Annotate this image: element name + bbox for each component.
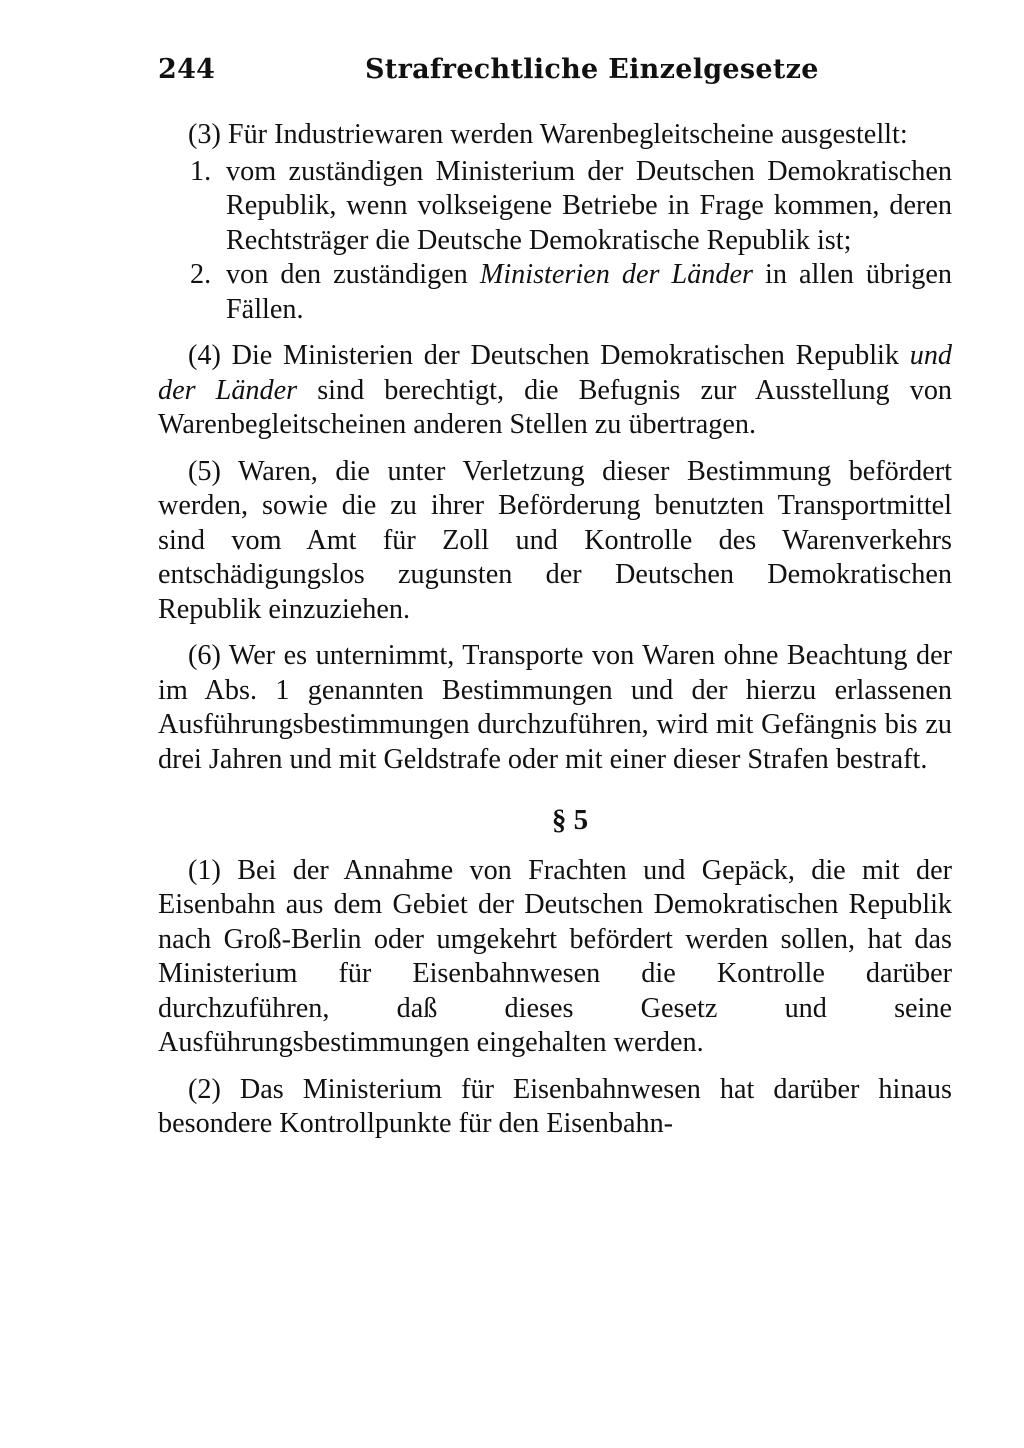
list-item [158, 155, 952, 259]
paragraph-3-list [158, 155, 952, 328]
list-item-number: 1. [190, 155, 212, 187]
list-item-number: 2. [190, 259, 212, 290]
list-item-text: vom zuständigen Ministerium der Deutschen Demokratischen Republik, wenn volkseigene Betriebe in Frage kommen, deren Rechtsträger die Deutsche Demokratische Republik ist; [226, 155, 952, 256]
paragraph-4-text-after: sind berechtigt, die Befugnis zur Ausstellung von Warenbegleitscheinen anderen Stellen zu übertragen. [158, 374, 953, 440]
paragraph-6: (6) Wer es unternimmt, Transporte von Waren ohne Beachtung der im Abs. 1 genannten Bestimmungen und der hierzu erlassenen Ausführungsbestimmungen durchzuführen, wird mit Gefängnis bis zu drei Jahren und mit Geldstrafe oder mit einer dieser Strafen bestraft. [158, 640, 952, 775]
page-header [158, 54, 952, 94]
section-5-paragraph-2: (2) Das Ministerium für Eisenbahnwesen hat darüber hinaus besondere Kontrollpunkte für den Eisenbahn- [158, 1073, 952, 1139]
paragraph-4-text-before: (4) Die Ministerien der Deutschen Demokratischen Republik [188, 340, 899, 371]
list-item [158, 258, 952, 327]
list-item-text-before: von den zuständigen [226, 259, 468, 290]
document-page [158, 54, 952, 1154]
paragraph-4-text-italic: und der Länder [158, 340, 953, 406]
paragraph-5: (5) Waren, die unter Verletzung dieser Bestimmung befördert werden, sowie die zu ihrer Beförderung benutzten Transportmittel sind vom Amt für Zoll und Kontrolle des Warenverkehrs entschädigungslos zugunsten der Deutschen Demokratischen Republik einzuziehen. [158, 455, 952, 625]
paragraph-3-intro: (3) Für Industriewaren werden Warenbegleitscheine ausgestellt: [188, 119, 908, 150]
list-item-text-after: in allen übrigen Fällen. [226, 259, 953, 325]
section-heading: § 5 [551, 804, 589, 836]
page-number: 244 [158, 54, 216, 85]
list-item-text-italic: Ministerien der Länder [479, 259, 753, 290]
section-5-paragraph-1: (1) Bei der Annahme von Frachten und Gepäck, die mit der Eisenbahn aus dem Gebiet der Deutschen Demokratischen Republik nach Groß-Berlin oder umgekehrt befördert werden sollen, hat das Ministerium für Eisenbahnwesen die Kontrolle darüber durchzuführen, daß dieses Gesetz und seine Ausführungsbestimmungen eingehalten werden. [158, 854, 952, 1058]
paragraph-4 [158, 339, 952, 443]
body-text [158, 118, 952, 1142]
running-title: Strafrechtliche Einzelgesetze [365, 54, 819, 85]
